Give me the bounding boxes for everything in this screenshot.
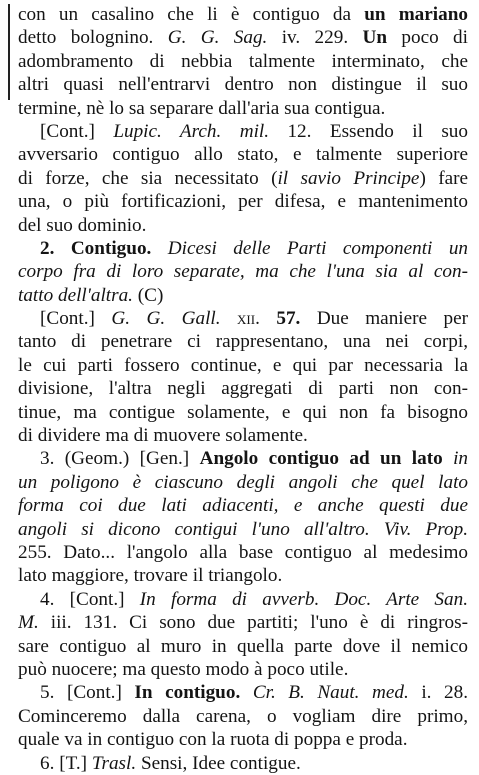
text-line [18,3,468,26]
text-segment: Dicesi delle Parti componenti un [167,237,468,259]
text-segment: Cr. B. Naut. med. [252,682,409,704]
text-segment: xii [237,308,256,330]
text-line [18,728,468,751]
text-segment: In contiguo. [134,682,241,704]
text-segment: Viv. Prop. [383,518,468,540]
text-segment: avversario contiguo allo stato, e talmente superiore [18,144,468,166]
text-segment: i. 28. [408,682,468,704]
text-line [18,588,468,611]
text-line [18,167,468,190]
text-segment: Sensi, Idee contigue. [136,752,301,774]
text-line [18,354,468,377]
text-line [18,260,468,283]
text-segment: iv. 229. [267,27,363,49]
text-segment: Cominceremo dalla carena, o vogliam dire primo, [18,705,468,727]
text-segment: Lupic. Arch. mil. [113,120,270,142]
text-segment: M. [18,612,39,634]
text-segment: poco di [387,27,468,49]
text-segment: altri quasi nell'entrarvi dentro non distingue il suo [18,74,468,96]
text-segment: le cui parti fossero continue, e qui par necessaria la [18,354,468,376]
text-segment: In forma di avverb. Doc. Arte San. [139,588,468,610]
text-segment: 57. [276,308,301,330]
text-segment: quale va in contiguo con la ruota di poppa e proda. [18,729,408,751]
text-segment: iii. 131. Ci sono due partiti; l'uno è di ringros- [38,612,468,634]
text-segment: Due maniere per [300,308,468,330]
text-line [18,447,468,470]
text-segment: Un [362,27,388,49]
text-line [18,658,468,681]
text-segment: ) fare [419,167,468,189]
text-segment: 12. Essendo il suo [269,120,468,142]
text-segment: un mariano [364,4,468,25]
text-line [18,681,468,704]
text-segment: [Cont.] [40,308,112,330]
text-segment [240,682,253,703]
text-segment: [Cont.] [40,120,114,142]
text-line [18,752,468,775]
text-segment: il savio Principe [277,167,420,189]
text-segment: del suo dominio. [18,214,147,236]
text-line [18,377,468,400]
text-line [18,284,468,307]
text-line [18,401,468,424]
text-segment [370,519,384,540]
text-segment: tatto dell'altra. [18,284,133,306]
text-segment: tanto di penetrare ci rappresentano, una nei corpi, [18,331,468,353]
margin-rule [8,4,10,100]
text-segment: G. G. Sag. [167,27,268,49]
text-segment: 2. Contiguo. [40,237,152,259]
text-segment: di forze, che sia necessitato ( [18,167,278,189]
text-segment: può nuocere; ma questo modo à poco utile. [18,658,349,680]
text-line [18,120,468,143]
text-line [18,471,468,494]
text-segment: detto bolognino. [18,27,168,49]
text-line [18,424,468,447]
text-segment: divisione, l'altra negli aggregati di parti non con- [18,378,468,400]
text-segment: di dividere ma di muovere solamente. [18,425,308,447]
text-segment: corpo fra di loro separate, ma che l'una sia al con- [18,261,468,283]
text-line [18,564,468,587]
text-line [18,50,468,73]
text-segment: angoli si dicono contigui l'uno all'altro. [18,518,370,540]
text-segment: in [453,448,468,470]
text-line [18,26,468,49]
text-segment: tinue, ma contigue solamente, e qui non fa bisogno [18,401,468,423]
text-line [18,611,468,634]
text-segment: forma coi due lati adiacenti, e anche questi due [18,495,468,517]
text-line [18,518,468,541]
text-line [18,635,468,658]
text-segment: G. G. Gall. [111,308,221,330]
text-segment: 255. Dato... l'angolo alla base contiguo al medesimo [18,541,468,563]
text-segment [151,238,167,259]
text-line [18,190,468,213]
text-line [18,143,468,166]
text-line [18,330,468,353]
text-line [18,73,468,96]
text-segment: 5. [Cont.] [40,682,135,704]
text-segment: un poligono è ciascuno degli angoli che quel lato [18,471,468,493]
text-segment: Trasl. [91,752,137,774]
text-line [18,705,468,728]
text-segment: . [255,308,277,330]
text-segment: 6. [T.] [40,752,92,774]
text-line [18,237,468,260]
entry-text [18,3,468,775]
text-line [18,541,468,564]
text-segment: con un casalino che li è contiguo da [18,4,365,25]
text-line [18,214,468,237]
text-segment: 3. (Geom.) [Gen.] [40,448,200,470]
text-line [18,307,468,330]
text-segment: adombramento di nebbia talmente interminato, che [18,50,468,72]
text-line [18,97,468,120]
text-segment: Angolo contiguo ad un lato [199,448,443,470]
text-segment [221,308,237,329]
text-segment: termine, nè lo sa separare dall'aria sua contigua. [18,97,386,119]
text-segment: 4. [Cont.] [40,588,140,610]
text-segment: (C) [132,284,164,306]
text-line [18,494,468,517]
text-segment [443,448,453,469]
text-segment: sare contiguo al muro in quella parte dove il nemico [18,635,468,657]
text-segment: lato maggiore, trovare il triangolo. [18,565,283,587]
text-segment: una, o più fortificazioni, per difesa, e mantenimento [18,191,468,213]
